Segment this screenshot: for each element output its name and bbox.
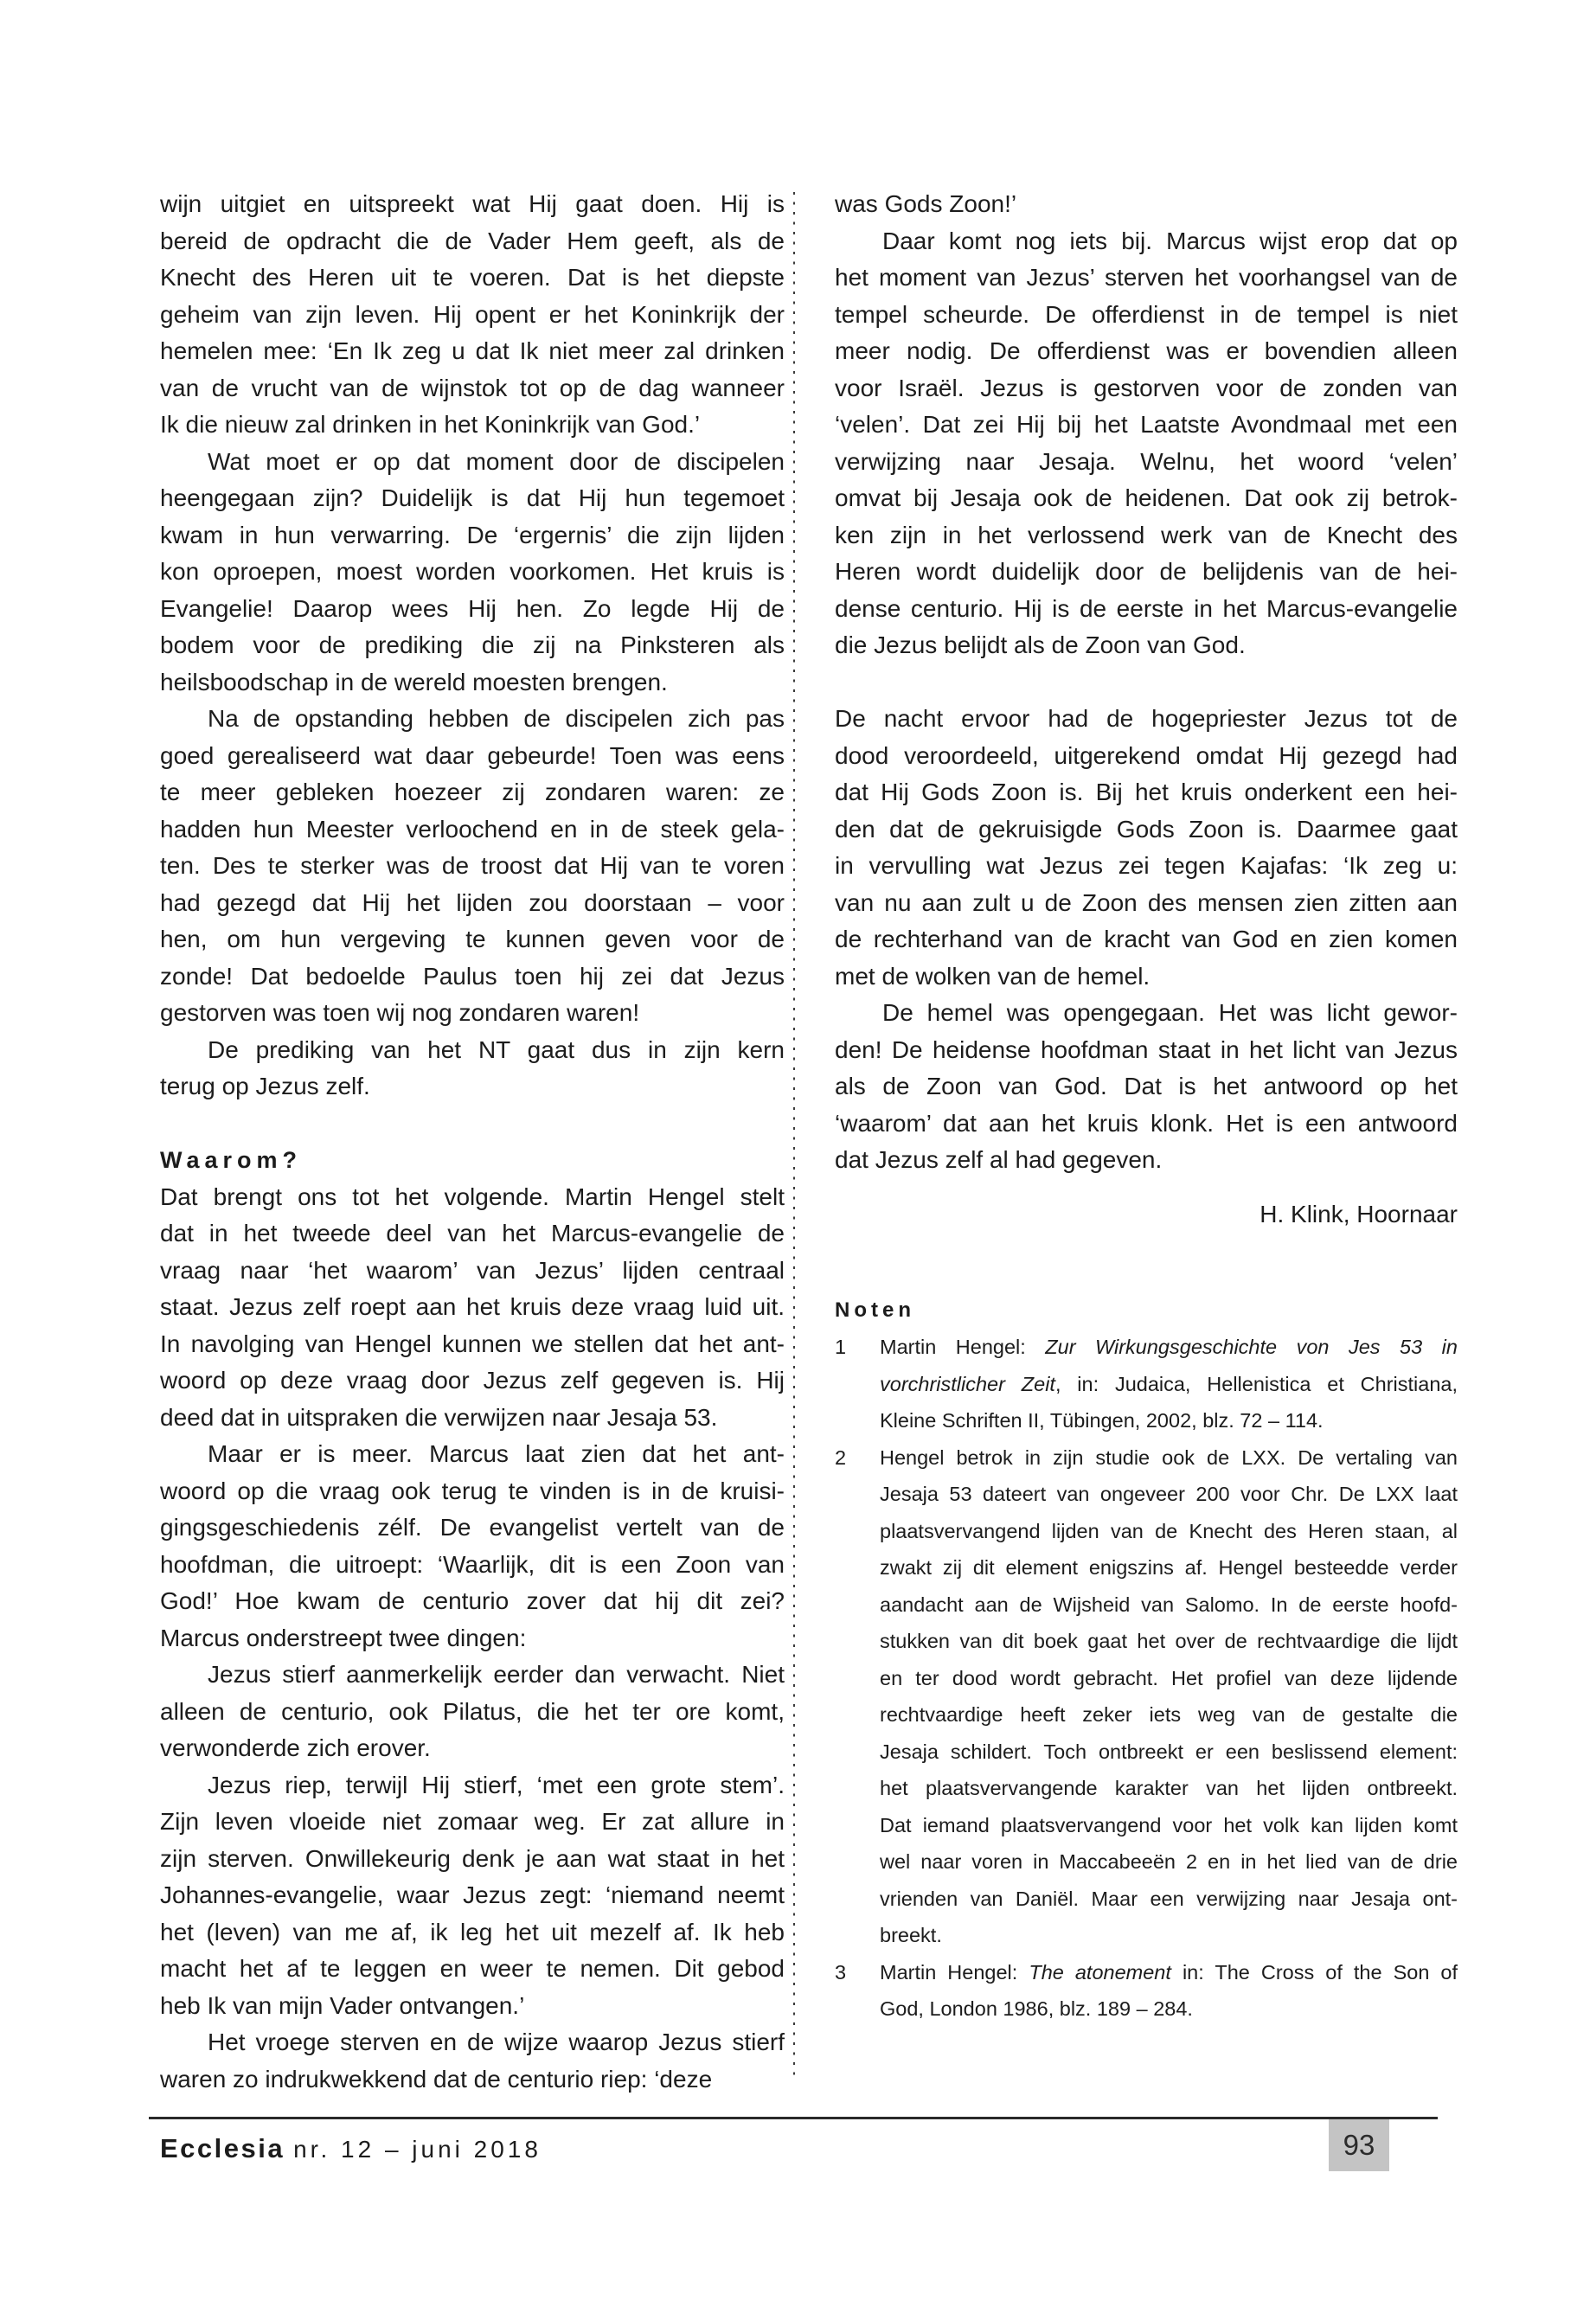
text-line — [880, 1623, 1458, 1660]
text-line — [880, 1954, 1458, 1991]
paragraph — [160, 1032, 785, 1106]
paragraph — [160, 1436, 785, 1657]
text-line: dat Jezus zelf al had gegeven. — [835, 1146, 1163, 1173]
plain-text: Hengel betrok in zijn studie ook de LXX. De vertaling van — [880, 1445, 1458, 1469]
plain-text: aandacht aan de Wijsheid van Salomo. In de eerste hoofd- — [880, 1593, 1458, 1616]
text-line — [880, 1549, 1458, 1586]
blank-line — [160, 1106, 785, 1143]
plain-text: , in: Judaica, Hellenistica et Christiana, — [1054, 1372, 1458, 1395]
text-line: den! De heidense hoofdman staat in het licht van Jezus — [835, 1035, 1458, 1063]
paragraph — [160, 1767, 785, 2025]
text-line: hemelen mee: ‘En Ik zeg u dat Ik niet meer zal drinken — [160, 337, 785, 364]
text-line: In navolging van Hengel kunnen we stellen dat het ant- — [160, 1330, 785, 1357]
plain-text: Jesaja 53 dateert van ongeveer 200 voor Chr. De LXX laat — [880, 1483, 1458, 1505]
plain-text: vrienden van Daniël. Maar een verwijzing naar Jesaja ont- — [880, 1887, 1458, 1910]
text-line: verwijzing naar Jesaja. Welnu, het woord ‘velen’ — [835, 447, 1458, 475]
paragraph — [160, 1657, 785, 1767]
text-line: Wat moet er op dat moment door de discipelen — [208, 447, 785, 475]
text-line: de rechterhand van de kracht van God en zien komen — [835, 926, 1458, 952]
section-heading: Waarom? — [160, 1147, 303, 1173]
left-text-column — [160, 186, 785, 2098]
text-line: in vervulling wat Jezus zei tegen Kajafas: ‘Ik zeg u: — [835, 852, 1458, 879]
text-line: alleen de centurio, ook Pilatus, die het ter ore komt, — [160, 1697, 785, 1725]
text-line: ken zijn in het verlossend werk van de Knecht des — [835, 521, 1458, 548]
page-number-badge: 93 — [1329, 2119, 1389, 2171]
text-line: kwam in hun verwarring. De ‘ergernis’ die zijn lijden — [160, 521, 785, 548]
text-line: heengegaan zijn? Duidelijk is dat Hij hun tegemoet — [160, 484, 785, 511]
text-line: wijn uitgiet en uitspreekt wat Hij gaat doen. Hij is — [160, 190, 785, 217]
text-line — [880, 1990, 1458, 2028]
plain-text: het plaatsvervangende karakter van het lijden ontbreekt. — [880, 1777, 1458, 1799]
paragraph — [835, 701, 1458, 995]
text-line: Zijn leven vloeide niet zomaar weg. Er zat allure in — [160, 1808, 785, 1835]
blank-line — [835, 1233, 1458, 1270]
text-line: van de vrucht van de wijnstok tot op de dag wanneer — [160, 374, 785, 401]
text-line: De prediking van het NT gaat dus in zijn kern — [208, 1035, 785, 1063]
paragraph — [835, 186, 1458, 223]
italic-text: The atonement — [1029, 1960, 1171, 1984]
plain-text: Kleine Schriften II, Tübingen, 2002, blz. 72 – 114. — [880, 1409, 1324, 1432]
text-line: Johannes-evangelie, waar Jezus zegt: ‘niemand neemt — [160, 1881, 785, 1908]
paragraph — [160, 701, 785, 1032]
note-item — [835, 1954, 1458, 2028]
text-line: Jezus riep, terwijl Hij stierf, ‘met een grote stem’. — [208, 1771, 785, 1798]
text-line: terug op Jezus zelf. — [160, 1073, 370, 1099]
text-line: die Jezus belijdt als de Zoon van God. — [835, 631, 1246, 658]
text-line: Dat brengt ons tot het volgende. Martin Hengel stelt — [160, 1183, 785, 1210]
paragraph — [160, 444, 785, 702]
plain-text: stukken van dit boek gaat het over de rechtvaardige die lijdt — [880, 1630, 1458, 1652]
text-line — [880, 1917, 1458, 1954]
text-line: Na de opstanding hebben de discipelen zich pas — [208, 705, 785, 732]
text-line — [880, 1513, 1458, 1550]
text-line: ‘velen’. Dat zei Hij bij het Laatste Avondmaal met een — [835, 411, 1458, 438]
text-line: God!’ Hoe kwam de centurio zover dat hij dit zei? — [160, 1587, 785, 1614]
plain-text: in: The Cross of the Son of — [1170, 1960, 1458, 1984]
text-line: zonde! Dat bedoelde Paulus toen hij zei dat Jezus — [160, 962, 785, 990]
text-line — [880, 1734, 1458, 1771]
text-line: tempel scheurde. De offerdienst in de tempel is niet — [835, 300, 1458, 328]
text-line: macht het af te leggen en weer te nemen. Dit gebod — [160, 1955, 785, 1982]
dotted-column-divider — [793, 192, 795, 2082]
text-line: meer nodig. De offerdienst was er bovendien alleen — [835, 337, 1458, 364]
text-line — [880, 1476, 1458, 1513]
text-line: woord op die vraag ook terug te vinden is in de kruisi- — [160, 1477, 785, 1504]
text-line: vraag naar ‘het waarom’ van Jezus’ lijden centraal — [160, 1256, 785, 1284]
text-line: bodem voor de prediking die zij na Pinksteren als — [160, 631, 785, 658]
text-line — [880, 1366, 1458, 1403]
text-line — [880, 1660, 1458, 1697]
note-number: 3 — [835, 1960, 847, 1984]
text-line: bereid de opdracht die de Vader Hem geeft, als de — [160, 227, 785, 254]
plain-text: plaatsvervangend lijden van de Knecht des Heren staan, al — [880, 1519, 1458, 1542]
plain-text: breekt. — [880, 1924, 942, 1946]
paragraph — [160, 186, 785, 444]
text-line: goed gerealiseerd wat daar gebeurde! Toen was eens — [160, 741, 785, 769]
paragraph — [835, 995, 1458, 1179]
text-line: voor Israël. Jezus is gestorven voor de zonden van — [835, 374, 1458, 401]
text-line: staat. Jezus zelf roept aan het kruis deze vraag luid uit. — [160, 1293, 785, 1320]
text-line: als de Zoon van God. Dat is het antwoord op het — [835, 1073, 1458, 1099]
text-line: gingsgeschiedenis zélf. De evangelist vertelt van de — [160, 1514, 785, 1541]
text-line: geheim van zijn leven. Hij opent er het Koninkrijk der — [160, 300, 785, 328]
text-line: De nacht ervoor had de hogepriester Jezus tot de — [835, 705, 1458, 732]
text-line: woord op deze vraag door Jezus zelf gegeven is. Hij — [160, 1367, 785, 1394]
text-line: dense centurio. Hij is de eerste in het Marcus-evangelie — [835, 594, 1458, 622]
text-line: ten. Des te sterker was de troost dat Hij van te voren — [160, 852, 785, 879]
author-signature: H. Klink, Hoornaar — [1259, 1200, 1458, 1227]
text-line — [880, 1881, 1458, 1918]
text-line: Jezus stierf aanmerkelijk eerder dan verwacht. Niet — [208, 1661, 785, 1688]
text-line: Ik die nieuw zal drinken in het Koninkrijk van God.’ — [160, 411, 701, 438]
plain-text: Martin Hengel: — [880, 1336, 1046, 1358]
note-item — [835, 1329, 1458, 1439]
text-line: Het vroege sterven en de wijze waarop Jezus stierf — [208, 2029, 785, 2055]
text-line: hoofdman, die uitroept: ‘Waarlijk, dit is een Zoon van — [160, 1550, 785, 1578]
text-line — [880, 1696, 1458, 1734]
text-line — [880, 1586, 1458, 1624]
text-line — [880, 1807, 1458, 1844]
text-line: dat Hij Gods Zoon is. Bij het kruis onderkent een hei- — [835, 779, 1458, 805]
note-item — [835, 1439, 1458, 1954]
text-line: met de wolken van de hemel. — [835, 962, 1151, 990]
text-line: Knecht des Heren uit te voeren. Dat is het diepste — [160, 264, 785, 291]
text-line: heb Ik van mijn Vader ontvangen.’ — [160, 1991, 525, 2019]
journal-name: Ecclesia — [160, 2133, 285, 2163]
text-line: den dat de gekruisigde Gods Zoon is. Daarmee gaat — [835, 815, 1458, 843]
text-line: zijn sterven. Onwillekeurig denk je aan wat staat in het — [160, 1844, 785, 1872]
text-line: dood veroordeeld, uitgerekend omdat Hij gezegd had — [835, 741, 1458, 769]
text-line — [880, 1402, 1458, 1439]
italic-text: vorchristlicher Zeit — [880, 1372, 1055, 1395]
text-line: Daar komt nog iets bij. Marcus wijst erop dat op — [882, 227, 1458, 254]
blank-line — [835, 664, 1458, 702]
plain-text: God, London 1986, blz. 189 – 284. — [880, 1997, 1193, 2020]
text-line — [880, 1843, 1458, 1881]
text-line: Evangelie! Daarop wees Hij hen. Zo legde Hij de — [160, 594, 785, 622]
note-text — [880, 1954, 1458, 2028]
plain-text: rechtvaardige heeft zeker iets weg van de gestalte die — [880, 1703, 1458, 1726]
text-line: Marcus onderstreept twee dingen: — [160, 1624, 527, 1651]
footer-rule — [149, 2117, 1438, 2119]
text-line: te meer gebleken hoezeer zij zondaren waren: ze — [160, 779, 785, 805]
plain-text: zwakt zij dit element enigszins af. Hengel besteedde verder — [880, 1556, 1458, 1579]
text-line: van nu aan zult u de Zoon des mensen zien zitten aan — [835, 888, 1458, 916]
plain-text: Jesaja schildert. Toch ontbreekt er een beslissend element: — [880, 1740, 1458, 1763]
text-line: hadden hun Meester verloochend en in de steek gela- — [160, 815, 785, 843]
text-line — [880, 1329, 1458, 1366]
text-line: was Gods Zoon!’ — [835, 190, 1017, 217]
text-line: Heren wordt duidelijk door de belijdenis van de hei- — [835, 558, 1458, 585]
note-text — [880, 1329, 1458, 1439]
note-text — [880, 1439, 1458, 1954]
italic-text: Zur Wirkungsgeschichte von Jes 53 in — [1045, 1336, 1458, 1358]
text-line: omvat bij Jesaja ook de heidenen. Dat ook zij betrok- — [835, 484, 1458, 511]
notes-heading: Noten — [835, 1298, 915, 1322]
issue-info: nr. 12 – juni 2018 — [293, 2136, 542, 2163]
right-text-column — [835, 186, 1458, 2028]
plain-text: wel naar voren in Maccabeeën 2 en in het lied van de drie — [880, 1850, 1458, 1873]
text-line: kon oproepen, moest worden voorkomen. Het kruis is — [160, 558, 785, 585]
paragraph — [160, 1179, 785, 1437]
text-line — [880, 1770, 1458, 1807]
note-number: 2 — [835, 1445, 847, 1469]
text-line: deed dat in uitspraken die verwijzen naar Jesaja 53. — [160, 1403, 718, 1431]
footer-imprint — [160, 2130, 542, 2168]
plain-text: en ter dood wordt gebracht. Het profiel van deze lijdende — [880, 1666, 1458, 1689]
text-line: Maar er is meer. Marcus laat zien dat het ant- — [208, 1440, 785, 1467]
text-line: hen, om hun vergeving te kunnen geven voor de — [160, 926, 785, 952]
text-line — [880, 1439, 1458, 1477]
text-line: had gezegd dat Hij het lijden zou doorstaan – voor — [160, 888, 785, 916]
paragraph — [160, 2024, 785, 2098]
text-line: dat in het tweede deel van het Marcus-evangelie de — [160, 1220, 785, 1247]
text-line: gestorven was toen wij nog zondaren waren! — [160, 999, 640, 1026]
text-line: het (leven) van me af, ik leg het uit mezelf af. Ik heb — [160, 1918, 785, 1945]
plain-text: Dat iemand plaatsvervangend voor het volk kan lijden komt — [880, 1813, 1458, 1836]
text-line: verwonderde zich erover. — [160, 1734, 431, 1761]
text-line: het moment van Jezus’ sterven het voorhangsel van de — [835, 264, 1458, 291]
note-number: 1 — [835, 1336, 847, 1358]
paragraph — [835, 223, 1458, 664]
plain-text: Martin Hengel: — [880, 1960, 1029, 1984]
text-line: De hemel was opengegaan. Het was licht gewor- — [882, 999, 1458, 1026]
text-line: ‘waarom’ dat aan het kruis klonk. Het is een antwoord — [835, 1109, 1458, 1137]
text-line: heilsboodschap in de wereld moesten brengen. — [160, 668, 668, 695]
text-line: waren zo indrukwekkend dat de centurio riep: ‘deze — [160, 2065, 713, 2093]
